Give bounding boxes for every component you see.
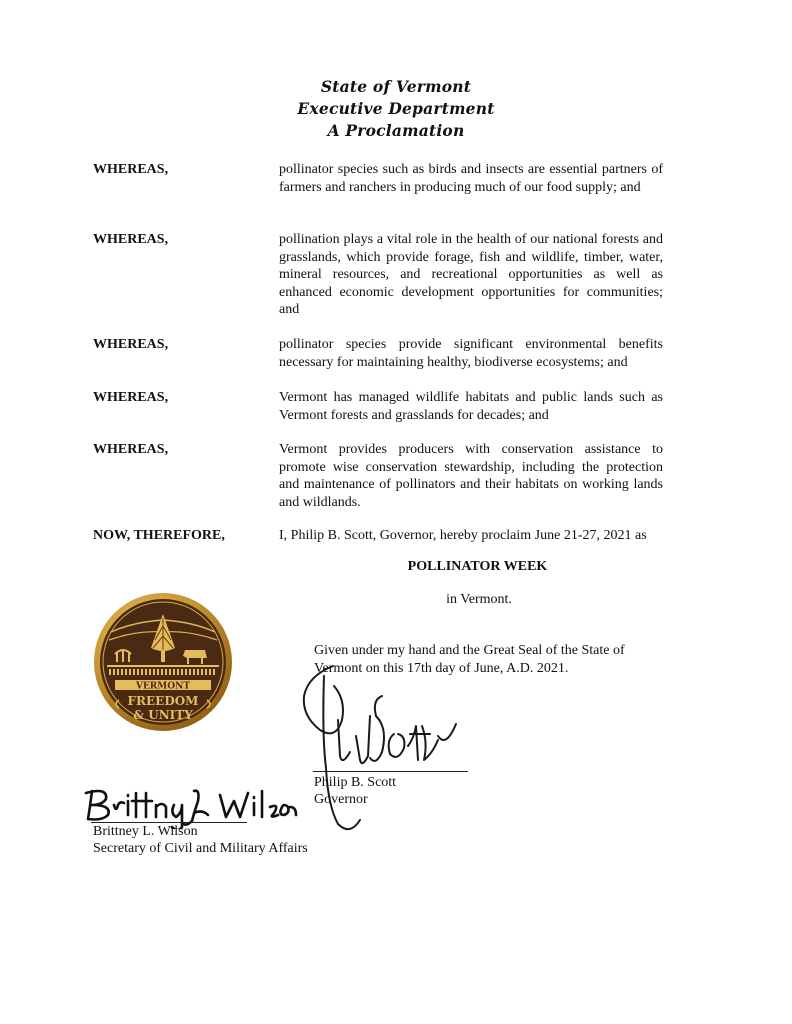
governor-signature-line (313, 771, 468, 772)
whereas-clause-1 (93, 161, 663, 196)
proclamation-header (0, 76, 792, 142)
secretary-title: Secretary of Civil and Military Affairs (93, 841, 308, 856)
seal-motto-line-1: FREEDOM (127, 694, 199, 708)
clause-text: Vermont has managed wildlife habitats and public lands such as Vermont forests and grasslands for decades; and (279, 390, 663, 423)
governor-title: Governor (314, 792, 368, 807)
vermont-seal-image (93, 592, 233, 732)
header-proclamation: A Proclamation (327, 121, 465, 140)
clause-text: I, Philip B. Scott, Governor, hereby proclaim June 21-27, 2021 as (279, 528, 647, 543)
secretary-name: Brittney L. Wilson (93, 824, 198, 839)
whereas-clause-2 (93, 231, 663, 319)
location-text: in Vermont. (446, 592, 512, 607)
clause-label: WHEREAS, (93, 232, 169, 247)
clause-text: pollinator species provide significant environmental benefits necessary for maintaining healthy, biodiverse ecosystems; and (279, 337, 663, 370)
clause-label: WHEREAS, (93, 162, 169, 177)
clause-label: WHEREAS, (93, 442, 169, 457)
header-state: State of Vermont (320, 77, 472, 96)
seal-top-text: VERMONT (135, 681, 191, 692)
clause-text: pollinator species such as birds and insects are essential partners of farmers and ranchers in producing much of our food supply; and (279, 162, 663, 195)
given-under-my-hand: Given under my hand and the Great Seal of the State of Vermont on this 17th day of June, A.D. 2021. (314, 643, 625, 676)
governor-signature (298, 656, 468, 836)
whereas-clause-3 (93, 336, 663, 371)
whereas-clause-4 (93, 389, 663, 424)
now-therefore-clause (93, 527, 663, 545)
header-department: Executive Department (297, 99, 495, 118)
clause-label: WHEREAS, (93, 390, 169, 405)
clause-label: WHEREAS, (93, 337, 169, 352)
whereas-clause-5 (93, 441, 663, 511)
proclamation-title: POLLINATOR WEEK (407, 559, 548, 574)
clause-label: NOW, THEREFORE, (93, 528, 225, 543)
governor-name: Philip B. Scott (314, 775, 397, 790)
seal-motto-line-2: & UNITY (133, 708, 193, 722)
clause-text: pollination plays a vital role in the health of our national forests and grasslands, which provide forage, fish and wildlife, timber, water, mineral resources, and recreational opportunities as well as enhanced economic development opportunities for communities; and (279, 232, 663, 318)
clause-text: Vermont provides producers with conservation assistance to promote wise conservation stewardship, including the protection and maintenance of pollinators and their habitats on working lands and wildlands. (279, 442, 663, 510)
